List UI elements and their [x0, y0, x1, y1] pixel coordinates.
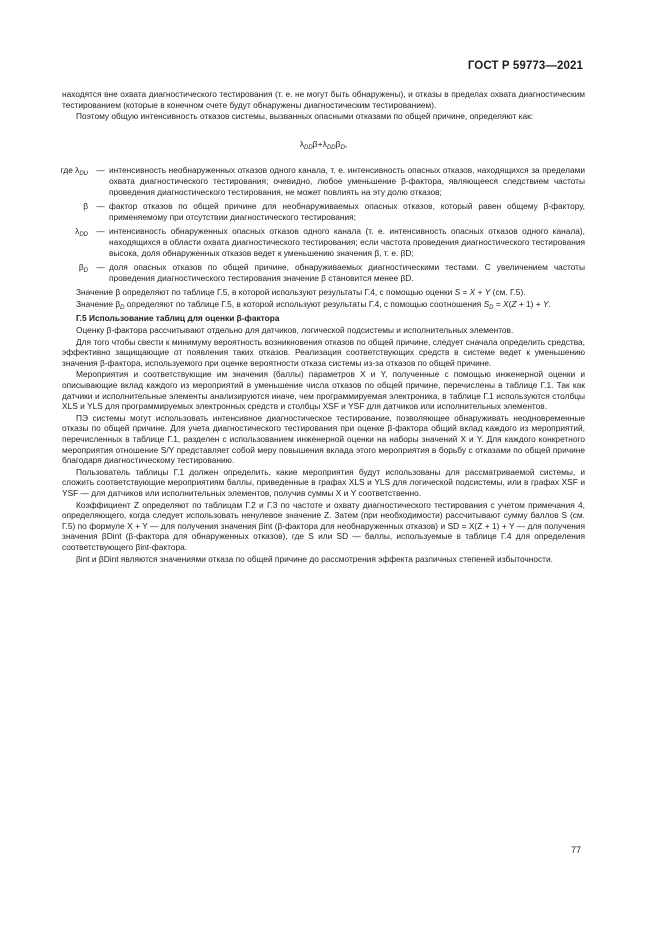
paragraph-total-rate: Поэтому общую интенсивность отказов системы, вызванных опасными отказами по общей причине, определяют как:: [76, 111, 534, 122]
document-code: ГОСТ Р 59773—2021: [467, 60, 583, 72]
section-paragraph: βint и βDint являются значениями отказа по общей причине до рассмотрения эффекта различных степеней избыточности.: [76, 553, 553, 564]
definition-text: интенсивность обнаруженных опасных отказов одного канала (т. е. интенсивность опасных отказов одного канала), находящихся в области охвата диагностического тестирования; если частота проведения диагностического тестирования высока, доля обнаруженных отказов ведет к уменьшению значения β, т. е. βD;: [109, 226, 585, 258]
definition-text: интенсивность необнаруженных отказов одного канала, т. е. интенсивность опасных отказов, находящихся за пределами охвата диагностического тестирования; очевидно, любое уменьшение β-фактора, являющееся следствием частоты проведения диагностического тестирования, не может повлиять на эту долю отказов;: [109, 165, 585, 197]
document-body: [62, 89, 585, 565]
definition-symbol: $\lambda_{DD}$: [75, 226, 88, 239]
definition-symbol: $\beta_D$: [78, 262, 88, 275]
definition-text: фактор отказов по общей причине для необнаруживаемых опасных отказов, который равен общему β-фактору, применяемому при отсутствии диагностического тестирования;: [109, 201, 585, 222]
formula-text: $\lambda_{DD}\beta+\lambda_{DD}\beta_D$,: [299, 138, 348, 151]
paragraph-intro: находятся вне охвата диагностического тестирования (т. е. не могут быть обнаружены), и отказы в пределах охвата диагностическим тестированием (которые в конечном счете будут обнаружены диагностическим тестированием).: [62, 89, 585, 110]
section-paragraph: Пользователь таблицы Г.1 должен определить, какие мероприятия будут использованы для рассматриваемой системы, и сложить соответствующие мероприятиям баллы, приведенные в графах XLS и YLS для логической подсистемы, или в графах XSF и YSF — для датчиков или исполнительных элементов, получив суммы X и Y соответственно.: [62, 466, 585, 498]
definition-text: доля опасных отказов по общей причине, обнаруживаемых диагностическими тестами. С увеличением частоты проведения диагностического тестирования значение β становится менее βD.: [109, 262, 585, 283]
paragraph-beta-value: Значение β определяют по таблице Г.5, в которой используют результаты Г.4, с помощью оценки S = X + Y (см. Г.5).: [76, 287, 526, 298]
section-paragraph: Коэффициент Z определяют по таблицам Г.2 и Г.3 по частоте и охвату диагностического тестирования с учетом примечания 4, определяющего, когда следует использовать ненулевое значение Z. Затем (при необходимости) рассчитывают сумму баллов S (см. Г.5) по формуле X + Y — для получения значения βint (β-фактора для необнаруженных отказов) и SD = X(Z + 1) + Y — для получения значения βDint (β-фактора для обнаруженных отказов), где S или SD — баллы, используемые в таблице Г.4 для определения соответствующего βint-фактора.: [62, 499, 585, 552]
definition-symbol: β: [83, 201, 88, 212]
section-paragraph: ПЭ системы могут использовать интенсивное диагностическое тестирование, позволяющее обнаруживать неодновременные отказы по общей причине. Для учета диагностического тестирования при оценке β-фактора общий вклад каждого из мероприятий, перечисленных в таблице Г.1, разделен с использованием инженерной оценки на наборы значений X и Y. Для каждого конкретного мероприятия отношение S/Y представляет собой меру повышения вклада этого мероприятия в борьбу с отказами по общей причине благодаря диагностическому тестированию.: [62, 412, 585, 466]
paragraph-betad-value: Значение $\beta_D$ определяют по таблице Г.5, в которой используют результаты Г.4, с помощью соотношения $S_D = X(Z + 1) + Y$.: [76, 298, 551, 311]
definition-symbol: где $\lambda_{DU}$: [60, 165, 88, 178]
definition-item: β — фактор отказов по общей причине для необнаруживаемых опасных отказов, который равен общему β-фактору, применяемому при отсутствии диагностического тестирования;: [50, 201, 585, 222]
formula: [62, 139, 585, 150]
section-paragraph: Мероприятия и соответствующие им значения (баллы) параметров X и Y, полученные с помощью инженерной оценки и описывающие вклад каждого из мероприятий в уменьшение числа отказов по общей причине, перечислены в таблице Г.1. Так как датчики и исполнительные элементы анализируются иначе, чем программируемая электроника, в таблице Г.1 используются столбцы XLS и YLS для программируемых электронных средств и столбцы XSF и YSF для датчиков или исполнительных элементов.: [62, 369, 585, 412]
definitions-list: [50, 165, 585, 283]
section-paragraph: Оценку β-фактора рассчитывают отдельно для датчиков, логической подсистемы и исполнительных элементов.: [76, 325, 514, 336]
definition-item: $\lambda_{DD}$ — интенсивность обнаруженных опасных отказов одного канала (т. е. интенсивность опасных отказов одного канала), находящихся в области охвата диагностического тестирования; если частота проведения диагностического тестирования высока, доля обнаруженных отказов ведет к уменьшению значения β, т. е. βD;: [50, 226, 585, 258]
definition-item: $\beta_D$ — доля опасных отказов по общей причине, обнаруживаемых диагностическими тестами. С увеличением частоты проведения диагностического тестирования значение β становится менее βD.: [50, 262, 585, 283]
section-paragraph: Для того чтобы свести к минимуму вероятность возникновения отказов по общей причине, следует сначала определить средства, эффективно защищающие от появления таких отказов. Реализация соответствующих средств в системе ведет к уменьшению значения β-фактора, используемого при оценке вероятности отказа системы из-за отказов по общей причине.: [62, 336, 585, 368]
section-title: Г.5 Использование таблиц для оценки β-фактора: [76, 312, 280, 323]
definition-item: где $\lambda_{DU}$ — интенсивность необнаруженных отказов одного канала, т. е. интенсивность опасных отказов, находящихся за пределами охвата диагностического тестирования; очевидно, любое уменьшение β-фактора, являющееся следствием частоты проведения диагностического тестирования, не может повлиять на эту долю отказов;: [50, 165, 585, 197]
page-number: 77: [570, 845, 581, 855]
